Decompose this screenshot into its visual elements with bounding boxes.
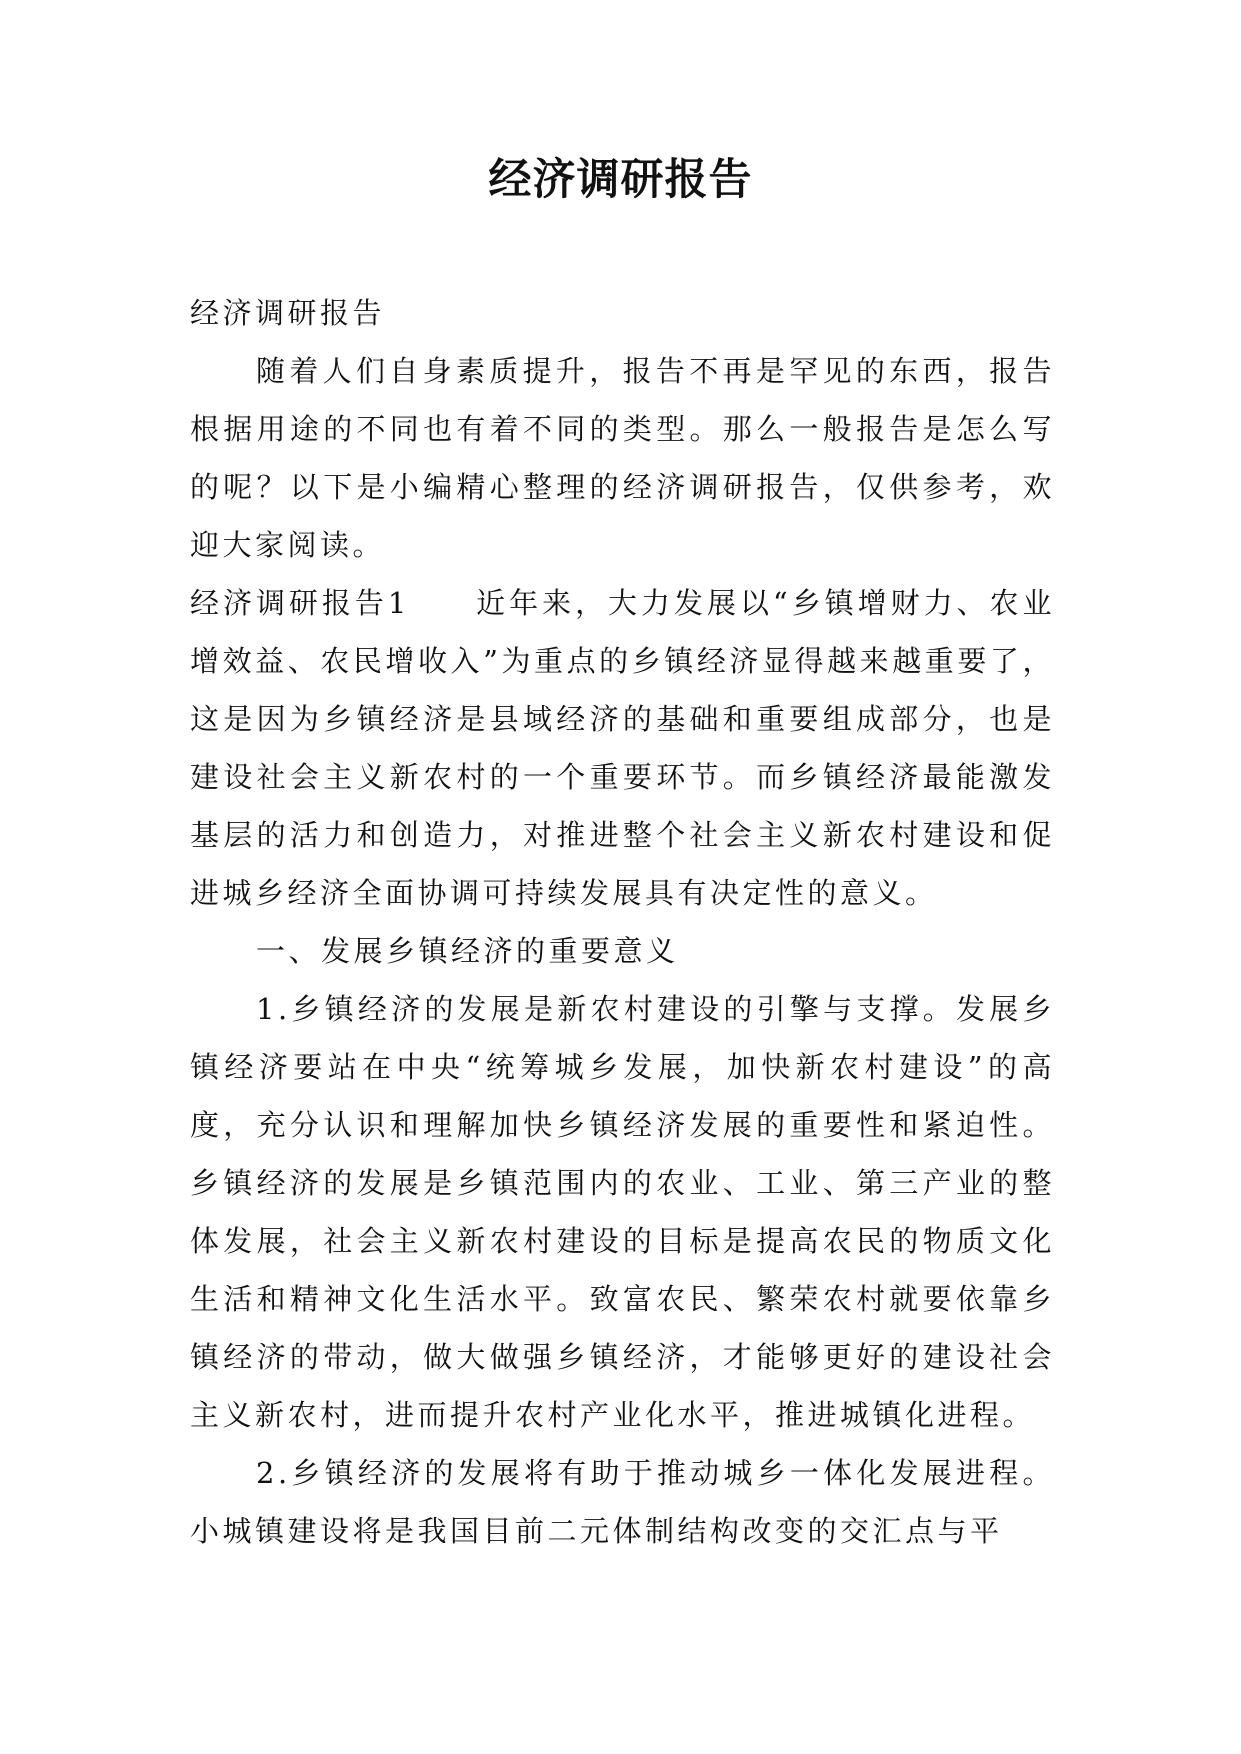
point-2-paragraph: 2.乡镇经济的发展将有助于推动城乡一体化发展进程。小城镇建设将是我国目前二元体制结构改变的交汇点与平 <box>190 1456 1055 1548</box>
document-title: 经济调研报告 <box>488 155 753 205</box>
section-heading: 经济调研报告 <box>190 296 386 330</box>
subheading-significance: 一、发展乡镇经济的重要意义 <box>256 934 679 968</box>
document-body <box>190 284 1055 1560</box>
point-1-paragraph: 1.乡镇经济的发展是新农村建设的引擎与支撑。发展乡镇经济要站在中央“统筹城乡发展，加快新农村建设”的高度，充分认识和理解加快乡镇经济发展的重要性和紧迫性。乡镇经济的发展是乡镇范围内的农业、工业、第三产业的整体发展，社会主义新农村建设的目标是提高农民的物质文化生活和精神文化生活水平。致富农民、繁荣农村就要依靠乡镇经济的带动，做大做强乡镇经济，才能够更好的建设社会主义新农村，进而提升农村产业化水平，推进城镇化进程。 <box>190 992 1055 1432</box>
intro-paragraph: 随着人们自身素质提升，报告不再是罕见的东西，报告根据用途的不同也有着不同的类型。那么一般报告是怎么写的呢？以下是小编精心整理的经济调研报告，仅供参考，欢迎大家阅读。 <box>190 354 1055 562</box>
report-1-paragraph: 经济调研报告1 近年来，大力发展以“乡镇增财力、农业增效益、农民增收入”为重点的乡镇经济显得越来越重要了，这是因为乡镇经济是县域经济的基础和重要组成部分，也是建设社会主义新农村的一个重要环节。而乡镇经济最能激发基层的活力和创造力，对推进整个社会主义新农村建设和促进城乡经济全面协调可持续发展具有决定性的意义。 <box>190 586 1055 910</box>
